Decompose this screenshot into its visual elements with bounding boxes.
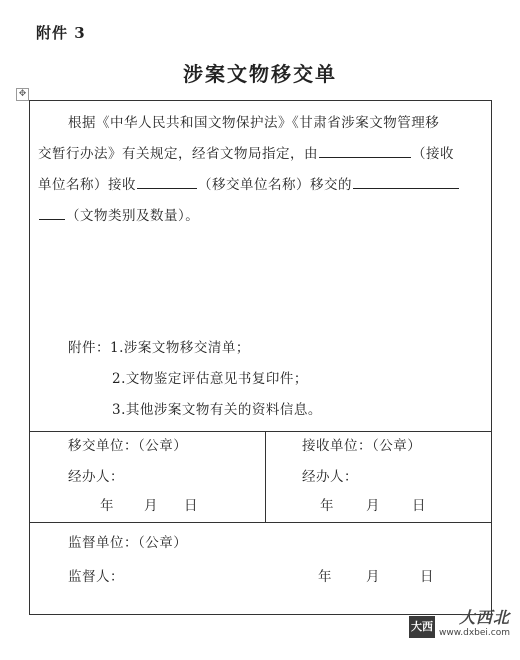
watermark-logo: 大西北 xyxy=(409,616,435,638)
transfer-date-year: 年 xyxy=(100,498,114,514)
body-line-4 xyxy=(38,204,199,224)
document-title: 涉案文物移交单 xyxy=(183,62,337,86)
watermark-text xyxy=(439,605,510,638)
transferor-name-blank[interactable] xyxy=(137,174,197,189)
transfer-date-day: 日 xyxy=(184,498,198,514)
transfer-unit-label: 移交单位：（公章） xyxy=(68,438,188,454)
transfer-item-blank[interactable] xyxy=(353,174,459,189)
attachment-item-2: 2.文物鉴定评估意见书复印件； xyxy=(112,371,308,387)
supervise-unit-label: 监督单位：（公章） xyxy=(68,535,188,551)
supervise-date-day: 日 xyxy=(420,569,434,585)
supervise-date-month: 月 xyxy=(366,569,380,585)
transfer-form-table xyxy=(29,100,492,615)
column-divider xyxy=(265,431,266,522)
receive-unit-label: 接收单位：（公章） xyxy=(302,438,422,454)
category-quantity-blank[interactable] xyxy=(39,205,65,220)
annex-label: 附件 3 xyxy=(36,24,86,42)
receive-date-month: 月 xyxy=(366,498,380,514)
receive-date-day: 日 xyxy=(412,498,426,514)
body-line-1: 根据《中华人民共和国文物保护法》《甘肃省涉案文物管理移 xyxy=(68,115,440,131)
transfer-date-month: 月 xyxy=(144,498,158,514)
body-line-2 xyxy=(38,142,454,162)
body-line-2-suffix: （接收 xyxy=(412,146,454,162)
receive-handler-label: 经办人： xyxy=(302,469,358,485)
row-divider-1 xyxy=(30,431,491,432)
body-line-2-text: 交暂行办法》有关规定，经省文物局指定，由 xyxy=(38,146,318,162)
move-handle-icon[interactable]: ✥ xyxy=(16,88,29,101)
site-watermark xyxy=(409,605,510,655)
receive-date-year: 年 xyxy=(320,498,334,514)
body-line-3-text: 单位名称）接收 xyxy=(38,177,136,193)
attachment-item-3: 3.其他涉案文物有关的资料信息。 xyxy=(112,402,322,418)
body-line-3 xyxy=(38,173,460,193)
body-line-4-text: （文物类别及数量）。 xyxy=(66,208,200,224)
watermark-name: 大西北 xyxy=(458,608,510,627)
receiver-name-blank[interactable] xyxy=(319,143,411,158)
attachment-item-1: 1.涉案文物移交清单； xyxy=(110,340,250,356)
row-divider-2 xyxy=(30,522,491,523)
attachment-label: 附件： xyxy=(68,340,110,356)
body-line-3-suffix: （移交单位名称）移交的 xyxy=(198,177,352,193)
attachment-line-1 xyxy=(68,336,250,356)
supervise-person-label: 监督人： xyxy=(68,569,124,585)
watermark-url: www.dxbei.com xyxy=(439,628,510,638)
supervise-date-year: 年 xyxy=(318,569,332,585)
transfer-handler-label: 经办人： xyxy=(68,469,124,485)
